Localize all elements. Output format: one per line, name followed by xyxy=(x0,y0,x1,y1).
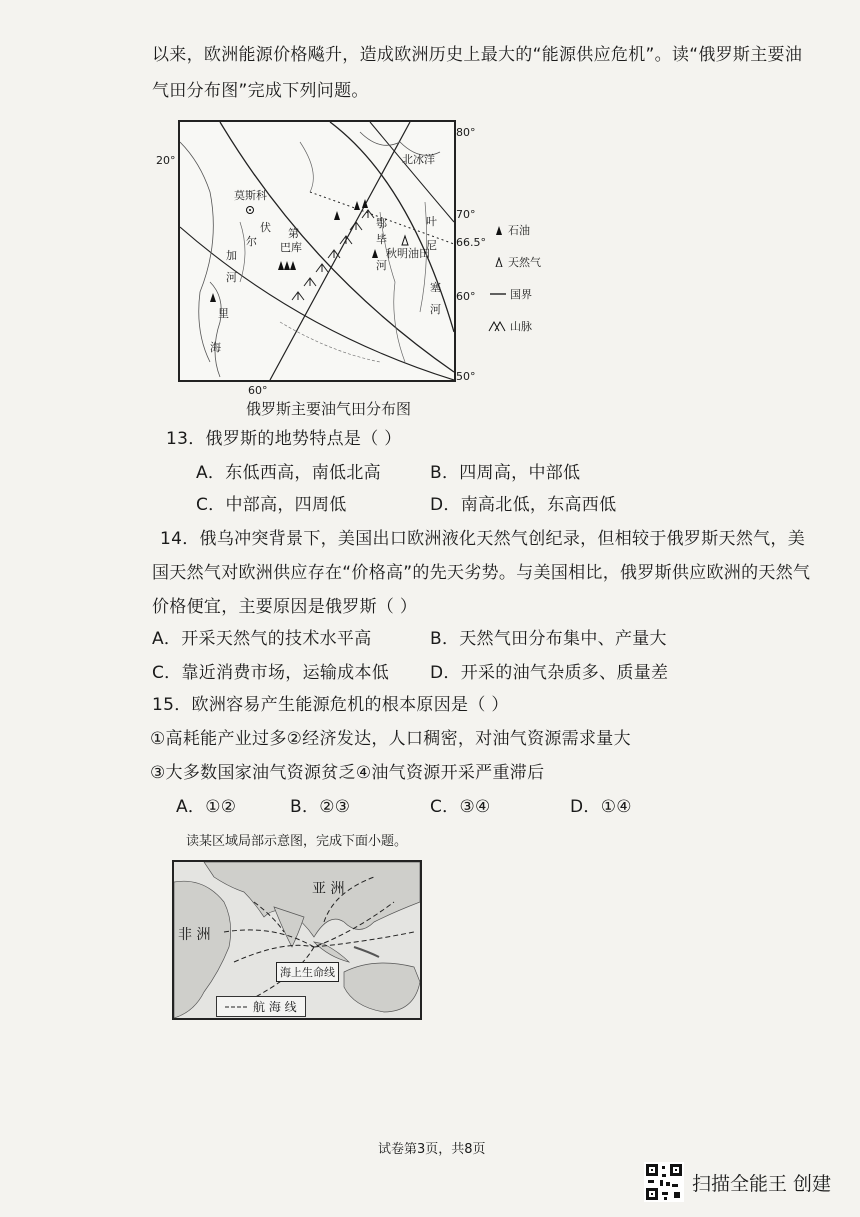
legend-mountain xyxy=(488,318,532,334)
q13-option-a: A．东低西高，南低北高 xyxy=(196,463,381,483)
legend-mountain-label: 山脉 xyxy=(510,320,532,333)
q13-option-d: D．南高北低，东高西低 xyxy=(430,495,617,515)
sea-lifeline-label: 海上生命线 xyxy=(276,962,339,982)
tyumen-oilfield-label: 秋明油田 xyxy=(386,247,430,260)
sea-route-line-icon xyxy=(225,1004,247,1010)
map2-legend xyxy=(216,996,306,1017)
q15-option-d: D．①④ xyxy=(570,797,632,817)
q14-stem-line-3: 价格便宜，主要原因是俄罗斯（ ） xyxy=(152,597,418,617)
caspian-label-1: 里 xyxy=(218,307,229,320)
oil-icon xyxy=(494,225,504,235)
q14-option-b: B．天然气田分布集中、产量大 xyxy=(430,629,667,649)
section-intro: 读某区域局部示意图，完成下面小题。 xyxy=(186,834,408,849)
ob-label-3: 河 xyxy=(376,259,387,272)
q14-option-a: A．开采天然气的技术水平高 xyxy=(152,629,372,649)
scanner-watermark xyxy=(644,1162,831,1202)
page-number: 试卷第3页，共8页 xyxy=(378,1142,486,1157)
sea-route-graphic xyxy=(174,862,420,1018)
volga-label-1: 伏 xyxy=(260,221,271,234)
q13-option-c: C．中部高，四周低 xyxy=(196,495,347,515)
border-line-icon xyxy=(490,289,506,299)
q13-stem: 13．俄罗斯的地势特点是（ ） xyxy=(166,429,402,449)
legend-gas xyxy=(494,254,541,270)
legend-gas-label: 天然气 xyxy=(508,256,541,269)
q13-option-b: B．四周高，中部低 xyxy=(430,463,581,483)
q15-statement-1: ①高耗能产业过多②经济发达，人口稠密，对油气资源需求量大 xyxy=(150,729,631,749)
caspian-label-2: 海 xyxy=(210,341,221,354)
gas-icon xyxy=(494,257,504,267)
q15-option-b: B．②③ xyxy=(290,797,351,817)
legend-oil-label: 石油 xyxy=(508,224,530,237)
legend-oil xyxy=(494,222,530,238)
russia-oil-gas-map xyxy=(178,120,456,382)
lat-80-label: 80° xyxy=(456,126,476,139)
moscow-label: 莫斯科 xyxy=(234,189,267,202)
lon-60-label: 60° xyxy=(248,384,268,397)
intro-line-2: 气田分布图”完成下列问题。 xyxy=(152,81,369,101)
africa-label: 非 洲 xyxy=(178,927,211,943)
yenisei-label-2: 尼 xyxy=(426,239,437,252)
arctic-ocean-label: 北冰洋 xyxy=(402,153,435,166)
q14-option-d: D．开采的油气杂质多、质量差 xyxy=(430,663,669,683)
yenisei-label-1: 叶 xyxy=(426,215,437,228)
yenisei-label-4: 河 xyxy=(430,303,441,316)
q15-stem: 15．欧洲容易产生能源危机的根本原因是（ ） xyxy=(152,695,509,715)
lat-70-label: 70° xyxy=(456,208,476,221)
q14-option-c: C．靠近消费市场，运输成本低 xyxy=(152,663,390,683)
q14-stem-line-2: 国天然气对欧洲供应存在“价格高”的先天劣势。与美国相比，俄罗斯供应欧洲的天然气 xyxy=(152,563,811,583)
ob-label-2: 毕 xyxy=(376,233,387,246)
volga-label-2: 尔 xyxy=(246,235,257,248)
asia-label: 亚 洲 xyxy=(312,881,345,897)
legend-border xyxy=(490,286,532,302)
baku-label-2: 巴库 xyxy=(280,241,302,254)
lat-50-label: 50° xyxy=(456,370,476,383)
lat-60-label: 60° xyxy=(456,290,476,303)
sea-route-map xyxy=(172,860,422,1020)
baku-label-1: 第 xyxy=(288,227,299,240)
map2-legend-label: 航 海 线 xyxy=(253,1000,297,1014)
q15-option-c: C．③④ xyxy=(430,797,491,817)
volga-label-4: 河 xyxy=(226,271,237,284)
lon-20-label: 20° xyxy=(156,154,176,167)
volga-label-3: 加 xyxy=(226,249,237,262)
map1-caption: 俄罗斯主要油气田分布图 xyxy=(246,400,412,418)
legend-border-label: 国界 xyxy=(510,288,532,301)
intro-line-1: 以来，欧洲能源价格飚升，造成欧洲历史上最大的“能源供应危机”。读“俄罗斯主要油 xyxy=(152,45,803,65)
yenisei-label-3: 塞 xyxy=(430,281,441,294)
qr-code-icon xyxy=(644,1162,684,1202)
q15-option-a: A．①② xyxy=(176,797,237,817)
lat-66-5-label: 66.5° xyxy=(456,236,486,249)
q14-stem-line-1: 14．俄乌冲突背景下，美国出口欧洲液化天然气创纪录，但相较于俄罗斯天然气，美 xyxy=(160,529,806,549)
q15-statement-2: ③大多数国家油气资源贫乏④油气资源开采严重滞后 xyxy=(150,763,545,783)
mountain-icon xyxy=(488,320,506,332)
ob-label-1: 鄂 xyxy=(376,217,387,230)
watermark-text: 扫描全能王 创建 xyxy=(692,1172,832,1195)
